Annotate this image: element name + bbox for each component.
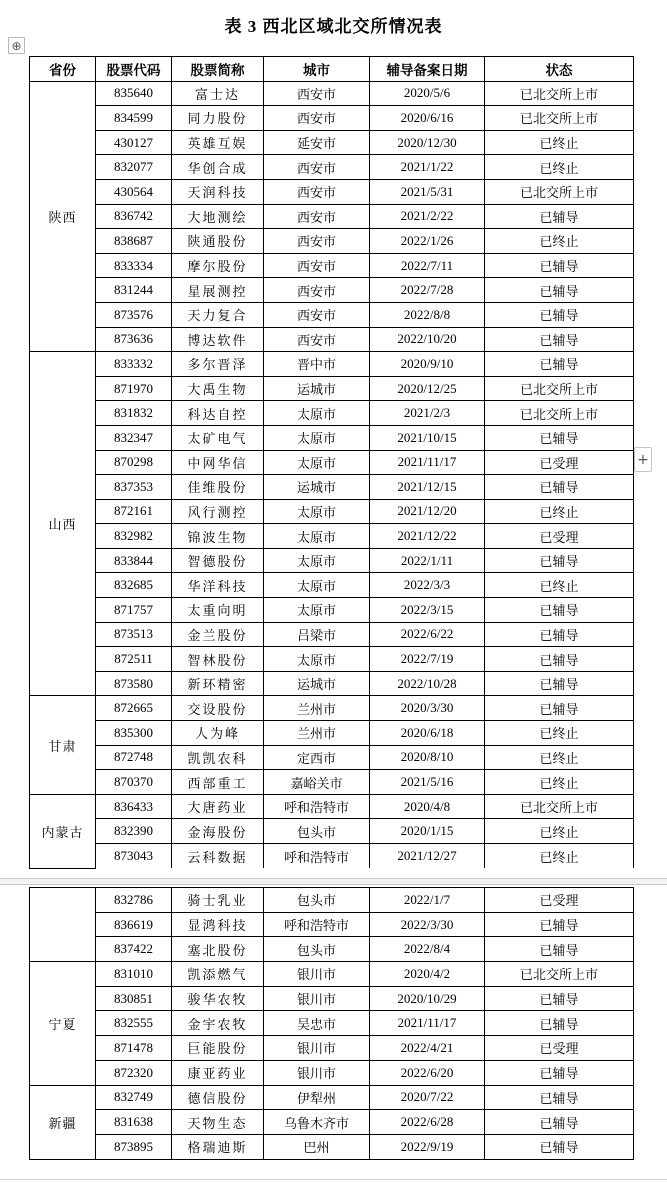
city-cell: 运城市 <box>264 475 370 500</box>
filing-date-cell: 2022/10/28 <box>370 671 485 696</box>
table-row <box>30 352 634 377</box>
status-cell: 已辅导 <box>485 302 634 327</box>
city-cell: 西安市 <box>264 106 370 131</box>
city-cell: 西安市 <box>264 81 370 106</box>
stock-code-cell: 872320 <box>96 1060 172 1085</box>
stock-code-cell: 870298 <box>96 450 172 475</box>
city-cell: 运城市 <box>264 671 370 696</box>
table-row <box>30 1060 634 1085</box>
stock-name-cell: 英雄互娱 <box>172 130 264 155</box>
stock-code-cell: 872161 <box>96 499 172 524</box>
status-cell: 已辅导 <box>485 327 634 352</box>
stock-code-cell: 831010 <box>96 962 172 987</box>
filing-date-cell: 2020/6/16 <box>370 106 485 131</box>
table-row <box>30 204 634 229</box>
stock-code-cell: 836433 <box>96 794 172 819</box>
table-row <box>30 844 634 869</box>
status-cell: 已辅导 <box>485 647 634 672</box>
stock-code-cell: 873580 <box>96 671 172 696</box>
table-row <box>30 598 634 623</box>
city-cell: 太原市 <box>264 548 370 573</box>
stock-code-cell: 837422 <box>96 937 172 962</box>
status-cell: 已终止 <box>485 573 634 598</box>
table-row <box>30 475 634 500</box>
stock-name-cell: 人为峰 <box>172 721 264 746</box>
city-cell: 包头市 <box>264 888 370 913</box>
table-row <box>30 425 634 450</box>
table-row <box>30 573 634 598</box>
table-row <box>30 696 634 721</box>
city-cell: 太原市 <box>264 573 370 598</box>
stock-name-cell: 华创合成 <box>172 155 264 180</box>
table-row <box>30 376 634 401</box>
city-cell: 太原市 <box>264 450 370 475</box>
filing-date-cell: 2022/4/21 <box>370 1036 485 1061</box>
stock-name-cell: 金海股份 <box>172 819 264 844</box>
stock-code-cell: 871970 <box>96 376 172 401</box>
stock-name-cell: 骑士乳业 <box>172 888 264 913</box>
table-title: 表 3 西北区域北交所情况表 <box>224 17 443 36</box>
table-row <box>30 130 634 155</box>
filing-date-cell: 2020/12/25 <box>370 376 485 401</box>
stock-code-cell: 831244 <box>96 278 172 303</box>
stock-name-cell: 凯添燃气 <box>172 962 264 987</box>
stock-name-cell: 凯凯农科 <box>172 745 264 770</box>
header-province: 省份 <box>30 57 96 82</box>
status-cell: 已受理 <box>485 888 634 913</box>
table-row <box>30 770 634 795</box>
city-cell: 包头市 <box>264 819 370 844</box>
table-row <box>30 327 634 352</box>
stock-name-cell: 太重向明 <box>172 598 264 623</box>
status-cell: 已北交所上市 <box>485 794 634 819</box>
city-cell: 运城市 <box>264 376 370 401</box>
city-cell: 西安市 <box>264 179 370 204</box>
city-cell: 西安市 <box>264 229 370 254</box>
table-row <box>30 912 634 937</box>
filing-date-cell: 2021/2/3 <box>370 401 485 426</box>
city-cell: 西安市 <box>264 253 370 278</box>
province-cell: 甘肃 <box>30 696 96 794</box>
table-row <box>30 819 634 844</box>
filing-date-cell: 2021/2/22 <box>370 204 485 229</box>
status-cell: 已北交所上市 <box>485 81 634 106</box>
province-table-page-1 <box>29 56 634 869</box>
status-cell: 已终止 <box>485 819 634 844</box>
city-cell: 呼和浩特市 <box>264 844 370 869</box>
table-row <box>30 1011 634 1036</box>
table-row <box>30 622 634 647</box>
stock-name-cell: 德信股份 <box>172 1085 264 1110</box>
stock-code-cell: 873043 <box>96 844 172 869</box>
city-cell: 银川市 <box>264 1036 370 1061</box>
stock-name-cell: 科达自控 <box>172 401 264 426</box>
filing-date-cell: 2020/9/10 <box>370 352 485 377</box>
table-row <box>30 229 634 254</box>
filing-date-cell: 2021/12/22 <box>370 524 485 549</box>
table-row <box>30 1110 634 1135</box>
stock-code-cell: 838687 <box>96 229 172 254</box>
status-cell: 已辅导 <box>485 1110 634 1135</box>
city-cell: 巴州 <box>264 1134 370 1159</box>
header-status: 状态 <box>485 57 634 82</box>
filing-date-cell: 2020/10/29 <box>370 986 485 1011</box>
city-cell: 太原市 <box>264 401 370 426</box>
stock-name-cell: 交设股份 <box>172 696 264 721</box>
filing-date-cell: 2021/5/16 <box>370 770 485 795</box>
table-row <box>30 1085 634 1110</box>
table-row <box>30 1134 634 1159</box>
status-cell: 已辅导 <box>485 986 634 1011</box>
status-cell: 已终止 <box>485 229 634 254</box>
stock-code-cell: 832347 <box>96 425 172 450</box>
stock-name-cell: 新环精密 <box>172 671 264 696</box>
filing-date-cell: 2022/8/4 <box>370 937 485 962</box>
stock-name-cell: 金宇农牧 <box>172 1011 264 1036</box>
city-cell: 银川市 <box>264 962 370 987</box>
stock-name-cell: 博达软件 <box>172 327 264 352</box>
status-cell: 已北交所上市 <box>485 106 634 131</box>
filing-date-cell: 2022/3/15 <box>370 598 485 623</box>
city-cell: 西安市 <box>264 302 370 327</box>
filing-date-cell: 2020/4/8 <box>370 794 485 819</box>
stock-name-cell: 摩尔股份 <box>172 253 264 278</box>
filing-date-cell: 2020/5/6 <box>370 81 485 106</box>
status-cell: 已辅导 <box>485 475 634 500</box>
table-row <box>30 548 634 573</box>
status-cell: 已辅导 <box>485 598 634 623</box>
filing-date-cell: 2022/7/19 <box>370 647 485 672</box>
city-cell: 呼和浩特市 <box>264 912 370 937</box>
province-cell: 山西 <box>30 352 96 696</box>
status-cell: 已北交所上市 <box>485 401 634 426</box>
status-cell: 已终止 <box>485 770 634 795</box>
status-cell: 已北交所上市 <box>485 179 634 204</box>
filing-date-cell: 2021/12/20 <box>370 499 485 524</box>
stock-code-cell: 871478 <box>96 1036 172 1061</box>
city-cell: 呼和浩特市 <box>264 794 370 819</box>
city-cell: 西安市 <box>264 278 370 303</box>
stock-code-cell: 834599 <box>96 106 172 131</box>
city-cell: 兰州市 <box>264 696 370 721</box>
stock-name-cell: 骏华农牧 <box>172 986 264 1011</box>
header-city: 城市 <box>264 57 370 82</box>
filing-date-cell: 2022/3/30 <box>370 912 485 937</box>
table-row <box>30 888 634 913</box>
stock-name-cell: 同力股份 <box>172 106 264 131</box>
status-cell: 已辅导 <box>485 671 634 696</box>
city-cell: 兰州市 <box>264 721 370 746</box>
stock-code-cell: 870370 <box>96 770 172 795</box>
filing-date-cell: 2020/1/15 <box>370 819 485 844</box>
stock-code-cell: 836619 <box>96 912 172 937</box>
filing-date-cell: 2021/11/17 <box>370 450 485 475</box>
status-cell: 已辅导 <box>485 696 634 721</box>
filing-date-cell: 2022/7/28 <box>370 278 485 303</box>
table-row <box>30 721 634 746</box>
filing-date-cell: 2020/4/2 <box>370 962 485 987</box>
stock-code-cell: 872665 <box>96 696 172 721</box>
table-row <box>30 499 634 524</box>
stock-code-cell: 832786 <box>96 888 172 913</box>
city-cell: 太原市 <box>264 647 370 672</box>
stock-name-cell: 塞北股份 <box>172 937 264 962</box>
filing-date-cell: 2020/8/10 <box>370 745 485 770</box>
status-cell: 已北交所上市 <box>485 376 634 401</box>
stock-code-cell: 837353 <box>96 475 172 500</box>
stock-code-cell: 873513 <box>96 622 172 647</box>
status-cell: 已辅导 <box>485 1134 634 1159</box>
stock-code-cell: 873895 <box>96 1134 172 1159</box>
status-cell: 已辅导 <box>485 204 634 229</box>
filing-date-cell: 2022/1/11 <box>370 548 485 573</box>
filing-date-cell: 2021/11/17 <box>370 1011 485 1036</box>
table-row <box>30 302 634 327</box>
stock-name-cell: 金兰股份 <box>172 622 264 647</box>
header-stock-code: 股票代码 <box>96 57 172 82</box>
filing-date-cell: 2020/6/18 <box>370 721 485 746</box>
stock-code-cell: 832685 <box>96 573 172 598</box>
city-cell: 西安市 <box>264 155 370 180</box>
status-cell: 已终止 <box>485 745 634 770</box>
status-cell: 已辅导 <box>485 253 634 278</box>
table-row <box>30 524 634 549</box>
filing-date-cell: 2021/1/22 <box>370 155 485 180</box>
stock-name-cell: 格瑞迪斯 <box>172 1134 264 1159</box>
stock-name-cell: 天润科技 <box>172 179 264 204</box>
stock-name-cell: 天力复合 <box>172 302 264 327</box>
stock-code-cell: 836742 <box>96 204 172 229</box>
filing-date-cell: 2022/7/11 <box>370 253 485 278</box>
stock-name-cell: 智德股份 <box>172 548 264 573</box>
table-row <box>30 253 634 278</box>
city-cell: 西安市 <box>264 327 370 352</box>
city-cell: 延安市 <box>264 130 370 155</box>
status-cell: 已终止 <box>485 499 634 524</box>
city-cell: 银川市 <box>264 986 370 1011</box>
stock-code-cell: 831832 <box>96 401 172 426</box>
status-cell: 已辅导 <box>485 937 634 962</box>
city-cell: 太原市 <box>264 598 370 623</box>
status-cell: 已辅导 <box>485 352 634 377</box>
stock-name-cell: 康亚药业 <box>172 1060 264 1085</box>
stock-name-cell: 华洋科技 <box>172 573 264 598</box>
status-cell: 已辅导 <box>485 622 634 647</box>
stock-code-cell: 835300 <box>96 721 172 746</box>
stock-code-cell: 871757 <box>96 598 172 623</box>
filing-date-cell: 2021/10/15 <box>370 425 485 450</box>
table-row <box>30 937 634 962</box>
table-row <box>30 179 634 204</box>
city-cell: 西安市 <box>264 204 370 229</box>
city-cell: 包头市 <box>264 937 370 962</box>
province-cell <box>30 888 96 962</box>
stock-code-cell: 831638 <box>96 1110 172 1135</box>
header-row <box>30 57 634 82</box>
city-cell: 吕梁市 <box>264 622 370 647</box>
stock-name-cell: 云科数据 <box>172 844 264 869</box>
stock-code-cell: 873636 <box>96 327 172 352</box>
table-row <box>30 794 634 819</box>
status-cell: 已辅导 <box>485 425 634 450</box>
status-cell: 已辅导 <box>485 1011 634 1036</box>
header-filing-date: 辅导备案日期 <box>370 57 485 82</box>
stock-name-cell: 中网华信 <box>172 450 264 475</box>
table-row <box>30 986 634 1011</box>
filing-date-cell: 2022/3/3 <box>370 573 485 598</box>
stock-code-cell: 832749 <box>96 1085 172 1110</box>
province-table-page-2 <box>29 887 634 1160</box>
status-cell: 已辅导 <box>485 548 634 573</box>
table-row <box>30 81 634 106</box>
filing-date-cell: 2021/12/15 <box>370 475 485 500</box>
city-cell: 定西市 <box>264 745 370 770</box>
city-cell: 晋中市 <box>264 352 370 377</box>
stock-name-cell: 锦波生物 <box>172 524 264 549</box>
stock-code-cell: 430127 <box>96 130 172 155</box>
stock-code-cell: 833332 <box>96 352 172 377</box>
page-break-bottom-line <box>0 884 667 885</box>
stock-name-cell: 佳维股份 <box>172 475 264 500</box>
status-cell: 已北交所上市 <box>485 962 634 987</box>
stock-name-cell: 大禹生物 <box>172 376 264 401</box>
stock-name-cell: 富士达 <box>172 81 264 106</box>
filing-date-cell: 2022/1/7 <box>370 888 485 913</box>
stock-code-cell: 833334 <box>96 253 172 278</box>
stock-code-cell: 872748 <box>96 745 172 770</box>
city-cell: 嘉峪关市 <box>264 770 370 795</box>
table-row <box>30 450 634 475</box>
stock-name-cell: 智林股份 <box>172 647 264 672</box>
table-row <box>30 671 634 696</box>
stock-code-cell: 430564 <box>96 179 172 204</box>
stock-name-cell: 大地测绘 <box>172 204 264 229</box>
table-row <box>30 647 634 672</box>
filing-date-cell: 2020/3/30 <box>370 696 485 721</box>
city-cell: 太原市 <box>264 499 370 524</box>
stock-code-cell: 835640 <box>96 81 172 106</box>
filing-date-cell: 2021/5/31 <box>370 179 485 204</box>
stock-code-cell: 872511 <box>96 647 172 672</box>
table-row <box>30 962 634 987</box>
stock-name-cell: 星展测控 <box>172 278 264 303</box>
status-cell: 已终止 <box>485 155 634 180</box>
stock-name-cell: 多尔晋泽 <box>172 352 264 377</box>
filing-date-cell: 2022/10/20 <box>370 327 485 352</box>
stock-name-cell: 大唐药业 <box>172 794 264 819</box>
stock-name-cell: 陕通股份 <box>172 229 264 254</box>
stock-name-cell: 西部重工 <box>172 770 264 795</box>
stock-name-cell: 巨能股份 <box>172 1036 264 1061</box>
stock-code-cell: 832077 <box>96 155 172 180</box>
province-cell: 宁夏 <box>30 962 96 1085</box>
filing-date-cell: 2022/9/19 <box>370 1134 485 1159</box>
province-cell: 新疆 <box>30 1085 96 1159</box>
stock-name-cell: 风行测控 <box>172 499 264 524</box>
status-cell: 已终止 <box>485 844 634 869</box>
status-cell: 已终止 <box>485 721 634 746</box>
add-row-icon[interactable]: + <box>634 447 652 472</box>
page-bottom-line <box>0 1179 667 1180</box>
status-cell: 已辅导 <box>485 1060 634 1085</box>
table-row <box>30 745 634 770</box>
status-cell: 已受理 <box>485 1036 634 1061</box>
table-row <box>30 1036 634 1061</box>
status-cell: 已辅导 <box>485 912 634 937</box>
city-cell: 乌鲁木齐市 <box>264 1110 370 1135</box>
move-table-icon[interactable]: ⊕ <box>8 37 25 54</box>
stock-code-cell: 830851 <box>96 986 172 1011</box>
filing-date-cell: 2020/7/22 <box>370 1085 485 1110</box>
stock-code-cell: 873576 <box>96 302 172 327</box>
table-row <box>30 401 634 426</box>
city-cell: 银川市 <box>264 1060 370 1085</box>
stock-code-cell: 832390 <box>96 819 172 844</box>
stock-code-cell: 832982 <box>96 524 172 549</box>
header-stock-name: 股票简称 <box>172 57 264 82</box>
status-cell: 已辅导 <box>485 278 634 303</box>
table-row <box>30 155 634 180</box>
city-cell: 伊犁州 <box>264 1085 370 1110</box>
status-cell: 已受理 <box>485 524 634 549</box>
filing-date-cell: 2022/6/22 <box>370 622 485 647</box>
filing-date-cell: 2022/8/8 <box>370 302 485 327</box>
status-cell: 已终止 <box>485 130 634 155</box>
filing-date-cell: 2020/12/30 <box>370 130 485 155</box>
city-cell: 吴忠市 <box>264 1011 370 1036</box>
table-row <box>30 106 634 131</box>
table-row <box>30 278 634 303</box>
city-cell: 太原市 <box>264 425 370 450</box>
filing-date-cell: 2022/6/20 <box>370 1060 485 1085</box>
filing-date-cell: 2021/12/27 <box>370 844 485 869</box>
province-cell: 陕西 <box>30 81 96 352</box>
stock-name-cell: 天物生态 <box>172 1110 264 1135</box>
stock-code-cell: 832555 <box>96 1011 172 1036</box>
status-cell: 已辅导 <box>485 1085 634 1110</box>
province-cell: 内蒙古 <box>30 794 96 868</box>
status-cell: 已受理 <box>485 450 634 475</box>
filing-date-cell: 2022/1/26 <box>370 229 485 254</box>
city-cell: 太原市 <box>264 524 370 549</box>
filing-date-cell: 2022/6/28 <box>370 1110 485 1135</box>
stock-name-cell: 太矿电气 <box>172 425 264 450</box>
stock-code-cell: 833844 <box>96 548 172 573</box>
stock-name-cell: 显鸿科技 <box>172 912 264 937</box>
